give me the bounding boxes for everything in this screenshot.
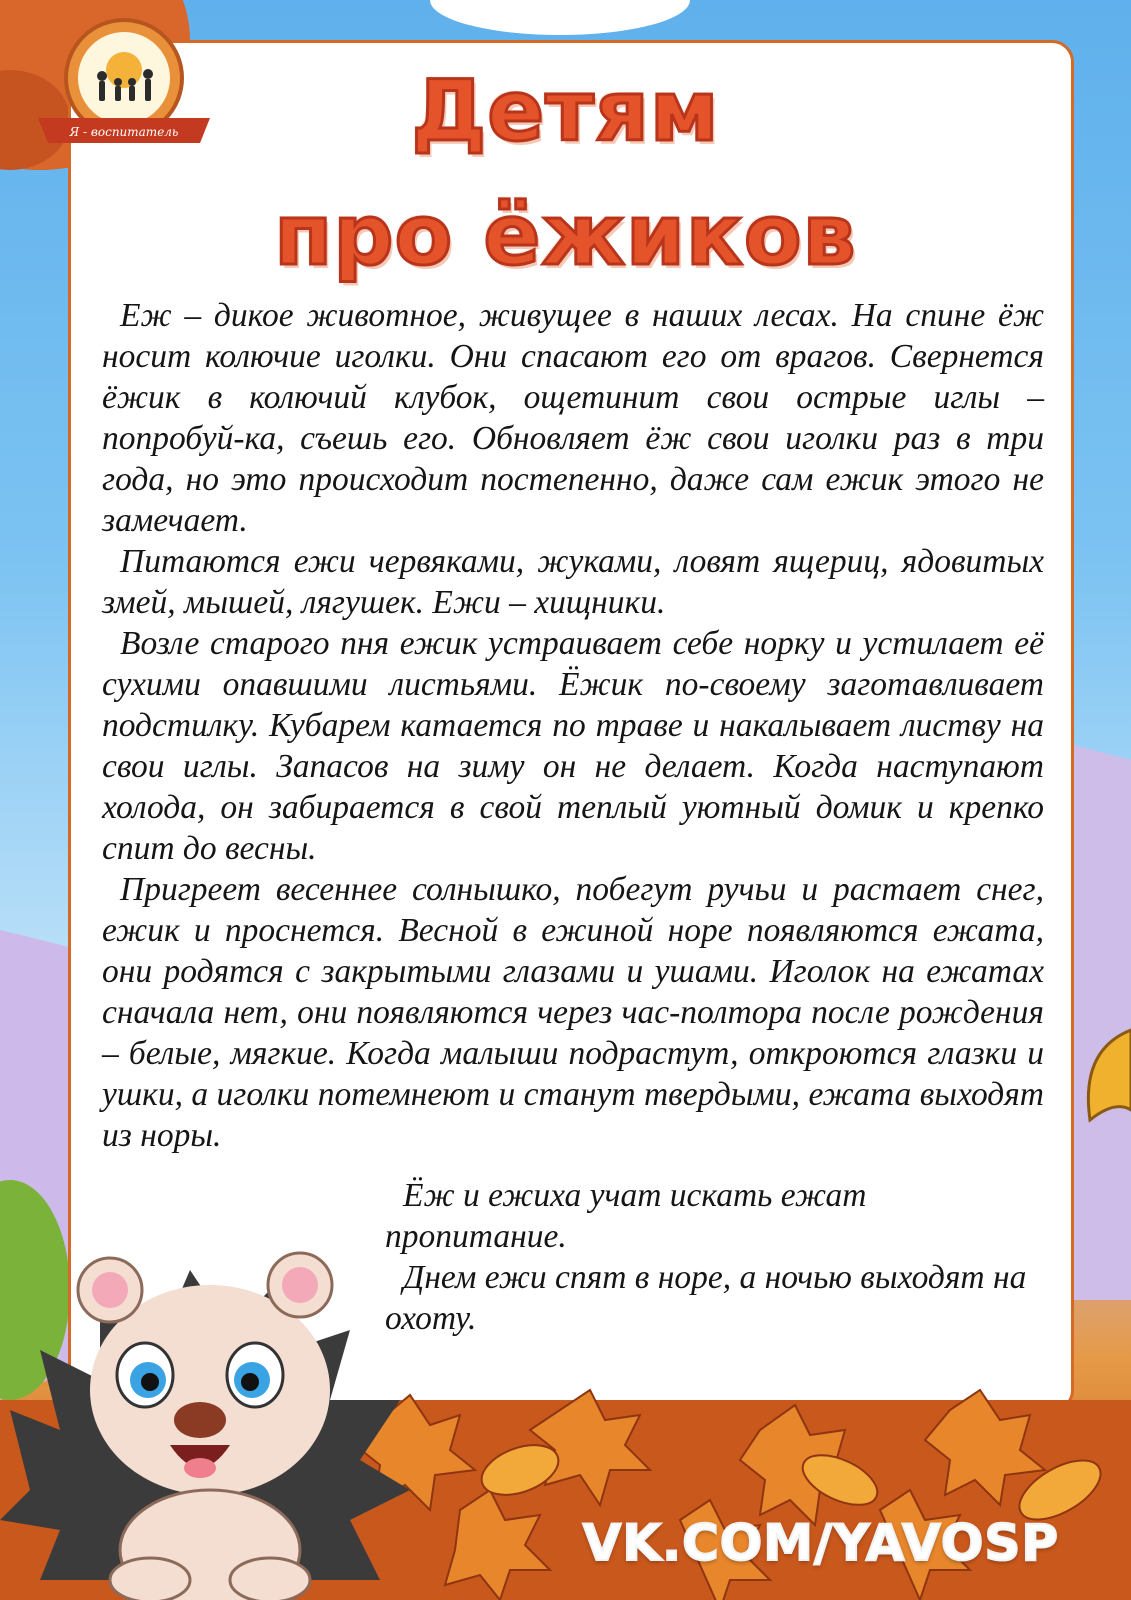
paragraph-6: Днем ежи спят в норе, а ночью выходят на охоту. — [385, 1259, 1027, 1337]
logo-caption: Я - воспитатель — [69, 125, 179, 139]
leaf-illustration — [1070, 1020, 1131, 1140]
paragraph-5: Ёж и ежиха учат искать ежат пропитание. — [385, 1177, 867, 1255]
paragraph-3: Возле старого пня ежик устраивает себе норку и устилает её сухими опавшими листьями. Ёжик по-своему заготавливает подстилку. Кубарем катается по траве и накалывает листву на свои иглы. Запасов на зиму он не делает. Когда наступают холода, он забирается в свой теплый уютный домик и крепко спит до весны. — [102, 625, 1044, 867]
main-text — [102, 295, 1044, 1156]
lower-text — [385, 1175, 1044, 1339]
paragraph-2: Питаются ежи червяками, жуками, ловят ящериц, ядовитых змей, мышей, лягушек. Ежи – хищники. — [102, 543, 1044, 621]
watermark-url: VK.COM/YAVOSP — [582, 1514, 1059, 1572]
paragraph-4: Пригреет весеннее солнышко, побегут ручьи и растает снег, ежик и проснется. Весной в ежиной норе появляются ежата, они родятся с закрытыми глазами и ушами. Иголок на ежатах сначала нет, они появляются через час-полтора после рождения – белые, мягкие. Когда малыши подрастут, откроются глазки и ушки, а иголки потемнеют и станут твердыми, ежата выходят из норы. — [102, 871, 1044, 1154]
hedgehog-illustration — [0, 1160, 420, 1600]
paragraph-1: Еж – дикое животное, живущее в наших лесах. На спине ёж носит колючие иголки. Они спасают его от врагов. Свернется ёжик в колючий клубок, ощетинит свои острые иглы – попробуй-ка, съешь его. Обновляет ёж свои иголки раз в три года, но это происходит постепенно, даже сам ежик этого не замечает. — [102, 297, 1044, 539]
title-line-1: Детям — [411, 62, 720, 160]
title-line-2: про ёжиков — [274, 186, 857, 284]
